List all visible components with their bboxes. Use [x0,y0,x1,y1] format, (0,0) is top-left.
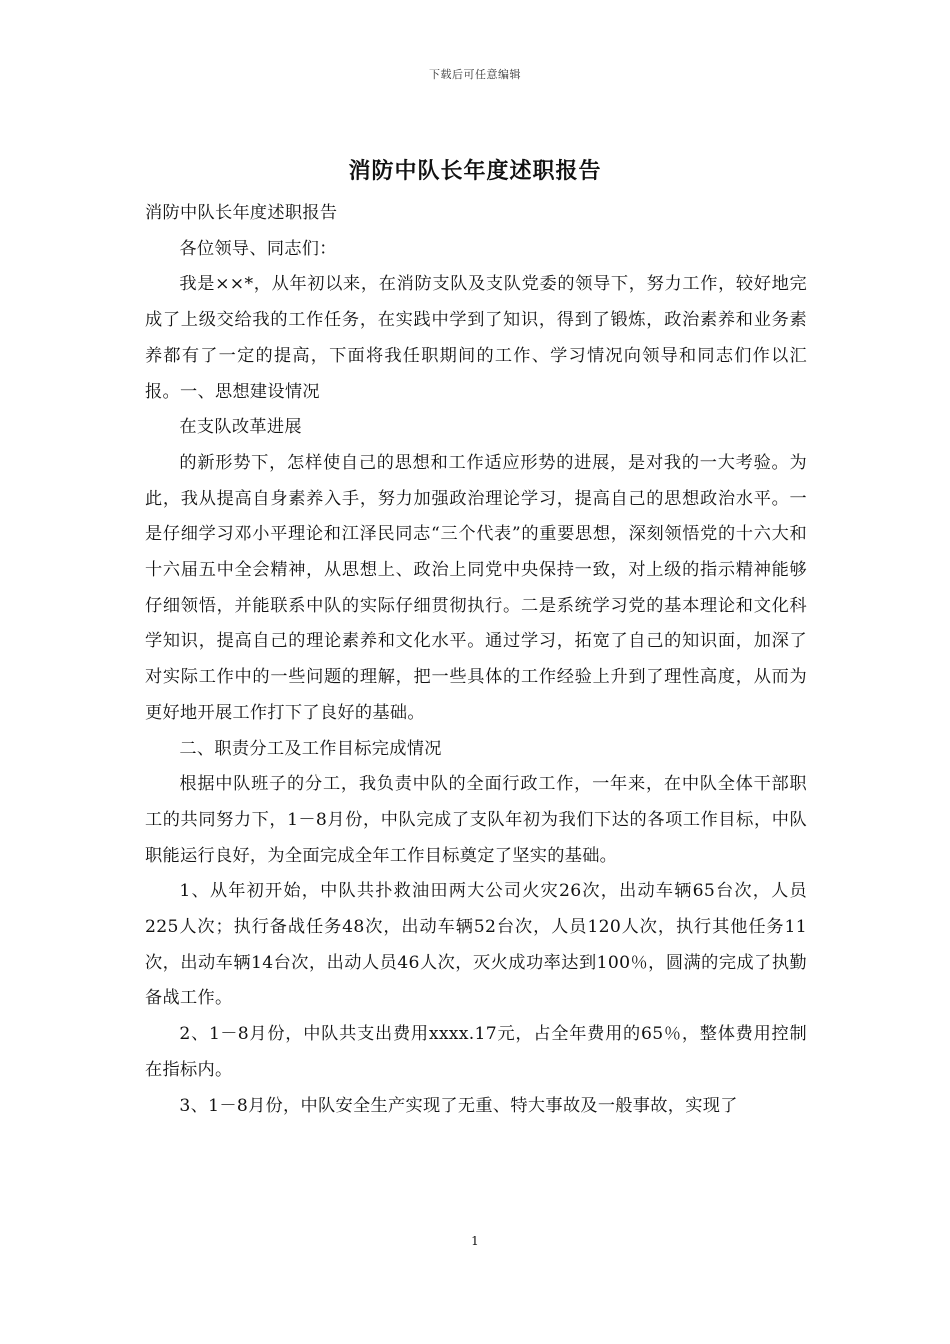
list-item-safety: 3、1－8月份，中队安全生产实现了无重、特大事故及一般事故，实现了 [179,1095,738,1116]
paragraph-subtitle: 消防中队长年度述职报告 [145,203,338,223]
section-heading-duties: 二、职责分工及工作目标完成情况 [179,738,442,759]
list-item-firefighting: 1、从年初开始，中队共扑救油田两大公司火灾26次，出动车辆65台次，人员225人次；执行备战任务48次，出动车辆52台次，人员120人次，执行其他任务11次，出动车辆14台次，出动人员46人次，灭火成功率达到100％，圆满的完成了执勤备战工作。 [145,881,807,1009]
paragraph-salutation: 各位领导、同志们： [179,238,337,259]
paragraph-ideology: 的新形势下，怎样使自己的思想和工作适应形势的进展，是对我的一大考验。为此，我从提高自身素养入手，努力加强政治理论学习，提高自己的思想政治水平。一是仔细学习邓小平理论和江泽民同志“三个代表”的重要思想，深刻领悟党的十六大和十六届五中全会精神，从思想上、政治上同党中央保持一致，对上级的指示精神能够仔细领悟，并能联系中队的实际仔细贯彻执行。二是系统学习党的基本理论和文化科学知识，提高自己的理论素养和文化水平。通过学习，拓宽了自己的知识面，加深了对实际工作中的一些问题的理解，把一些具体的工作经验上升到了理性高度，从而为更好地开展工作打下了良好的基础。 [145,452,807,723]
document-title: 消防中队长年度述职报告 [348,158,602,184]
document-body [145,196,807,1124]
list-item-expenses: 2、1－8月份，中队共支出费用xxxx.17元，占全年费用的65％，整体费用控制在指标内。 [145,1024,807,1080]
page-number: 1 [471,1234,479,1248]
paragraph-reform: 在支队改革进展 [179,417,302,438]
paragraph-intro: 我是××*，从年初以来，在消防支队及支队党委的领导下，努力工作，较好地完成了上级交给我的工作任务，在实践中学到了知识，得到了锻炼，政治素养和业务素养都有了一定的提高，下面将我任职期间的工作、学习情况向领导和同志们作以汇报。一、思想建设情况 [145,274,807,402]
header-note: 下载后可任意编辑 [429,68,521,81]
paragraph-duties: 根据中队班子的分工，我负责中队的全面行政工作，一年来，在中队全体干部职工的共同努力下，1－8月份，中队完成了支队年初为我们下达的各项工作目标，中队职能运行良好，为全面完成全年工作目标奠定了坚实的基础。 [145,774,807,866]
